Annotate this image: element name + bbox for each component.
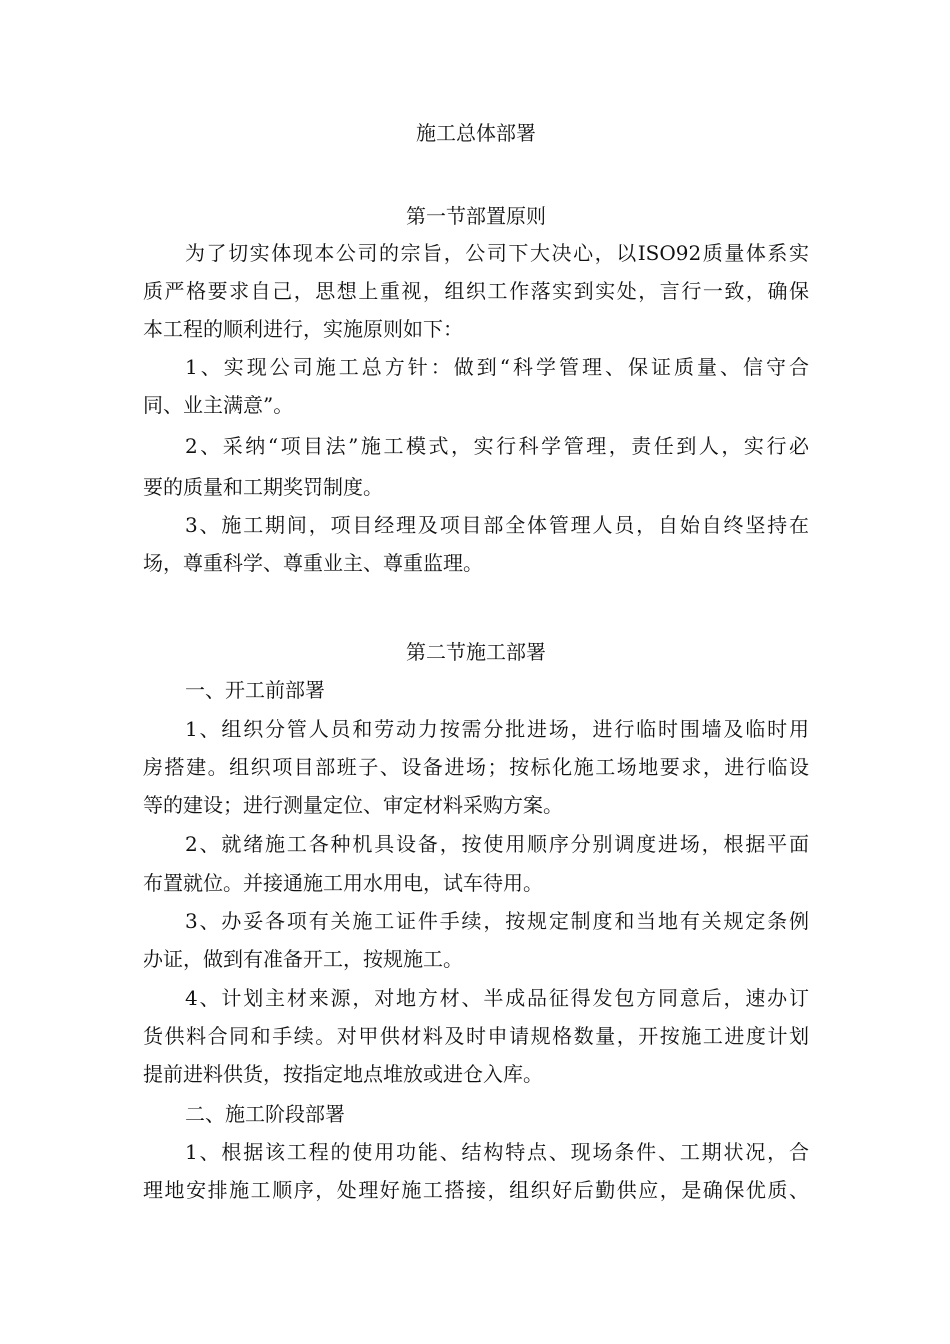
paragraph-line: 要的质量和工期奖罚制度。	[143, 475, 383, 499]
section-heading-1: 第一节部置原则	[406, 204, 546, 228]
subheading-line: 一、开工前部署	[185, 678, 325, 702]
paragraph-line: 理地安排施工顺序，处理好施工搭接，组织好后勤供应，是确保优质、	[143, 1178, 809, 1202]
section-heading-2: 第二节施工部署	[406, 640, 546, 664]
paragraph-line: 办证，做到有准备开工，按规施工。	[143, 947, 463, 971]
paragraph-line: 布置就位。并接通施工用水用电，试车待用。	[143, 871, 543, 895]
paragraph-line: 1、根据该工程的使用功能、结构特点、现场条件、工期状况，合	[185, 1140, 809, 1164]
paragraph-line: 1、组织分管人员和劳动力按需分批进场，进行临时围墙及临时用	[185, 717, 809, 741]
paragraph-line: 2、就绪施工各种机具设备，按使用顺序分别调度进场，根据平面	[185, 832, 809, 856]
paragraph-line: 质严格要求自己，思想上重视，组织工作落实到实处，言行一致，确保	[143, 279, 809, 303]
paragraph-line: 1、实现公司施工总方针：做到“科学管理、保证质量、信守合	[185, 355, 809, 379]
paragraph-line: 本工程的顺利进行，实施原则如下：	[143, 317, 463, 341]
paragraph-line: 同、业主满意”。	[143, 393, 294, 417]
paragraph-line: 2、采纳“项目法”施工模式，实行科学管理，责任到人，实行必	[185, 434, 809, 458]
paragraph-line: 场，尊重科学、尊重业主、尊重监理。	[143, 551, 483, 575]
paragraph-line: 3、施工期间，项目经理及项目部全体管理人员，自始自终坚持在	[185, 513, 809, 537]
document-title: 施工总体部署	[416, 121, 536, 145]
paragraph-line: 为了切实体现本公司的宗旨，公司下大决心，以ISO92质量体系实	[185, 241, 809, 265]
paragraph-line: 等的建设；进行测量定位、审定材料采购方案。	[143, 793, 563, 817]
paragraph-line: 4、计划主材来源，对地方材、半成品征得发包方同意后，速办订	[185, 986, 809, 1010]
paragraph-line: 货供料合同和手续。对甲供材料及时申请规格数量，开按施工进度计划	[143, 1024, 809, 1048]
paragraph-line: 房搭建。组织项目部班子、设备进场；按标化施工场地要求，进行临设	[143, 755, 809, 779]
subheading-line: 二、施工阶段部署	[185, 1102, 345, 1126]
paragraph-line: 3、办妥各项有关施工证件手续，按规定制度和当地有关规定条例	[185, 909, 809, 933]
paragraph-line: 提前进料供货，按指定地点堆放或进仓入库。	[143, 1062, 543, 1086]
